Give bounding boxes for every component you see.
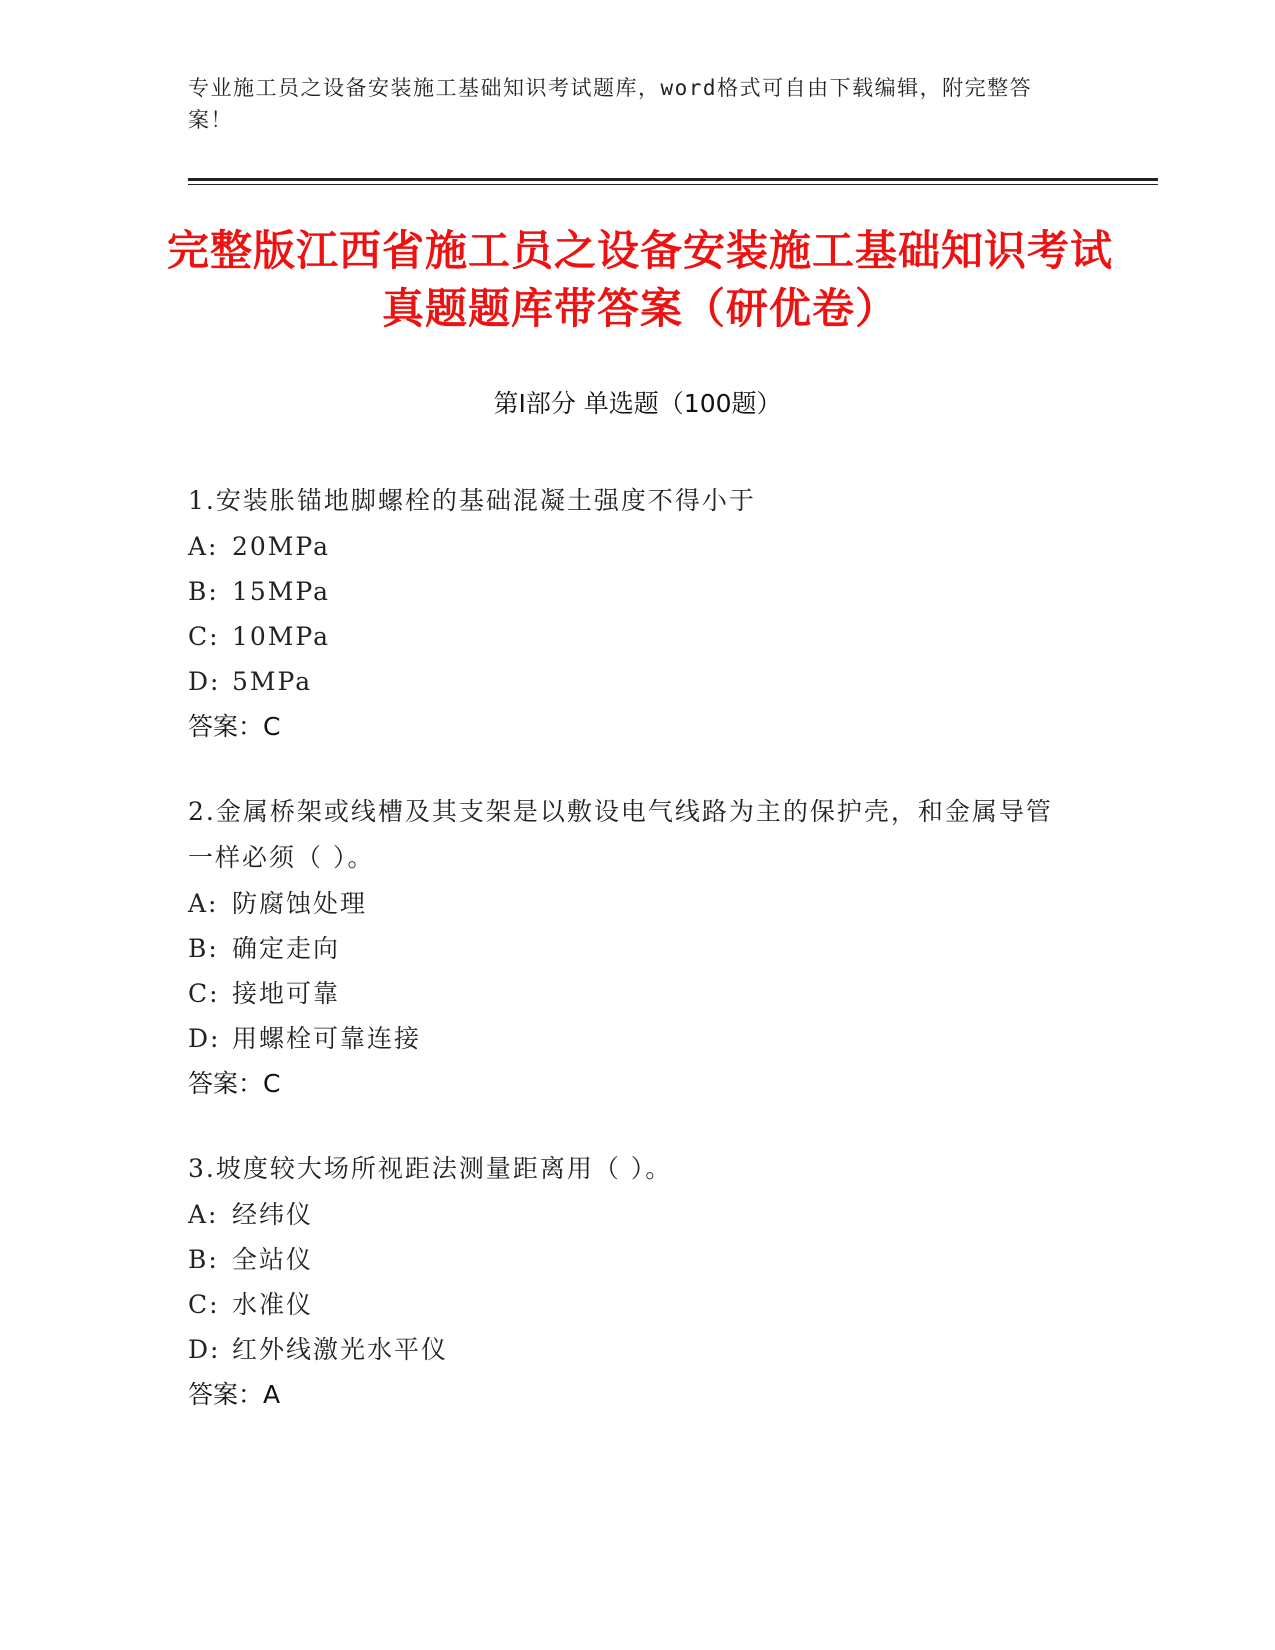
option-letter: B: bbox=[188, 934, 219, 963]
option-letter: A: bbox=[188, 532, 219, 561]
option-text: 确定走向 bbox=[232, 934, 341, 963]
question-list bbox=[188, 478, 1068, 1457]
option-b bbox=[188, 569, 1068, 614]
option-c bbox=[188, 971, 1068, 1016]
question-3 bbox=[188, 1146, 1068, 1417]
answer-line: 答案：C bbox=[188, 712, 281, 741]
option-c bbox=[188, 1282, 1068, 1327]
option-letter: D: bbox=[188, 1024, 221, 1053]
question-2 bbox=[188, 789, 1068, 1106]
option-text: 10MPa bbox=[232, 622, 331, 651]
option-text: 20MPa bbox=[232, 532, 331, 561]
section-title: 第Ⅰ部分 单选题（100题） bbox=[493, 389, 782, 418]
option-text: 水准仪 bbox=[232, 1290, 314, 1319]
option-letter: B: bbox=[188, 577, 219, 606]
option-text: 15MPa bbox=[232, 577, 331, 606]
document-title: 完整版江西省施工员之设备安装施工基础知识考试真题题库带答案（研优卷） bbox=[166, 226, 1113, 333]
option-text: 5MPa bbox=[232, 667, 313, 696]
option-text: 用螺栓可靠连接 bbox=[232, 1024, 422, 1053]
option-letter: D: bbox=[188, 667, 221, 696]
question-stem: 1.安装胀锚地脚螺栓的基础混凝土强度不得小于 bbox=[188, 486, 756, 515]
option-letter: C: bbox=[188, 979, 220, 1008]
option-letter: C: bbox=[188, 1290, 220, 1319]
option-letter: B: bbox=[188, 1245, 219, 1274]
option-a bbox=[188, 1192, 1068, 1237]
option-text: 接地可靠 bbox=[232, 979, 341, 1008]
option-letter: A: bbox=[188, 1200, 219, 1229]
option-letter: D: bbox=[188, 1335, 221, 1364]
option-d bbox=[188, 1327, 1068, 1372]
option-a bbox=[188, 524, 1068, 569]
option-b bbox=[188, 1237, 1068, 1282]
answer-line: 答案：A bbox=[188, 1380, 281, 1409]
option-letter: C: bbox=[188, 622, 220, 651]
option-text: 全站仪 bbox=[232, 1245, 314, 1274]
option-a bbox=[188, 881, 1068, 926]
header-divider-thick bbox=[188, 178, 1158, 181]
option-d bbox=[188, 1016, 1068, 1061]
option-c bbox=[188, 614, 1068, 659]
option-d bbox=[188, 659, 1068, 704]
header-note: 专业施工员之设备安装施工基础知识考试题库，word格式可自由下载编辑，附完整答案！ bbox=[188, 76, 1033, 132]
answer-line: 答案：C bbox=[188, 1069, 281, 1098]
option-b bbox=[188, 926, 1068, 971]
option-text: 红外线激光水平仪 bbox=[232, 1335, 449, 1364]
header-divider-thin bbox=[188, 184, 1158, 185]
question-stem: 2.金属桥架或线槽及其支架是以敷设电气线路为主的保护壳，和金属导管一样必须（ ）。 bbox=[188, 797, 1053, 872]
option-letter: A: bbox=[188, 889, 219, 918]
option-text: 经纬仪 bbox=[232, 1200, 314, 1229]
question-1 bbox=[188, 478, 1068, 749]
option-text: 防腐蚀处理 bbox=[232, 889, 368, 918]
question-stem: 3.坡度较大场所视距法测量距离用（ ）。 bbox=[188, 1154, 673, 1183]
